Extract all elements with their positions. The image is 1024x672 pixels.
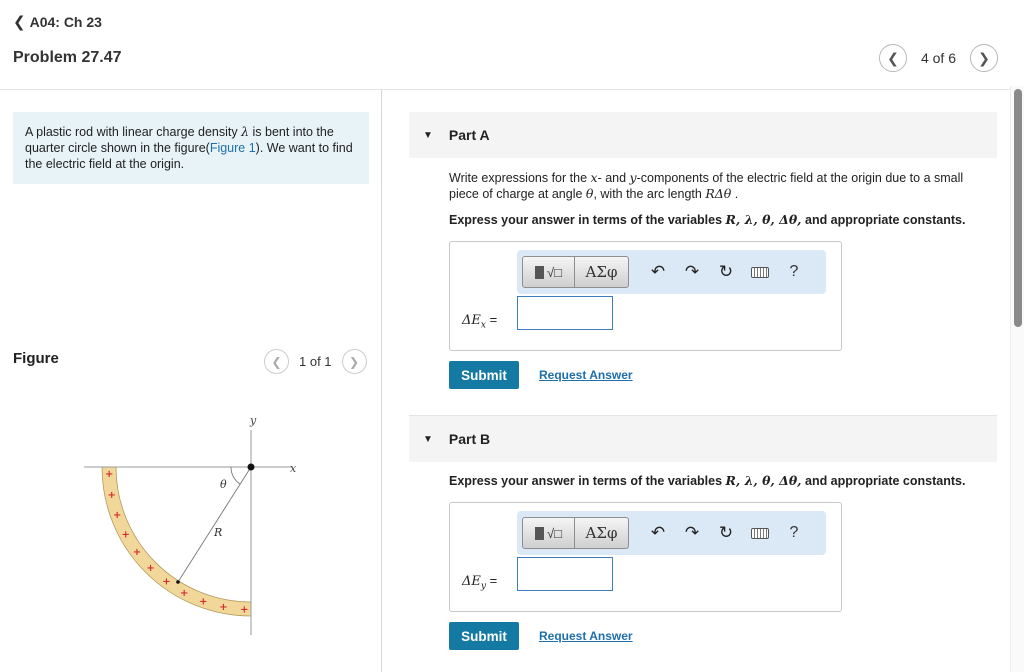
chevron-left-icon: ❮ bbox=[271, 354, 282, 369]
instr-vars: R, λ, θ, Δθ, bbox=[725, 212, 802, 227]
plus-sign: + bbox=[132, 547, 142, 558]
part-b-answer-box bbox=[449, 502, 842, 612]
plus-sign: + bbox=[113, 510, 122, 522]
math-toolbar bbox=[517, 511, 826, 555]
templates-button[interactable] bbox=[522, 256, 575, 288]
instr-text: and appropriate constants. bbox=[801, 213, 966, 227]
templates-button[interactable] bbox=[522, 517, 575, 549]
label-equals: = bbox=[485, 573, 498, 588]
q-text: . bbox=[731, 187, 739, 201]
x-axis-label: x bbox=[290, 462, 297, 475]
figure-diagram bbox=[70, 410, 310, 650]
symbols-button[interactable] bbox=[575, 517, 629, 549]
part-a-answer-box bbox=[449, 241, 842, 351]
part-a-title: Part A bbox=[448, 127, 490, 143]
theta-label: θ bbox=[220, 478, 227, 491]
part-b-title: Part B bbox=[448, 431, 491, 447]
problem-pager bbox=[879, 44, 998, 72]
chevron-left-icon: ❮ bbox=[13, 14, 26, 31]
part-a-answer-label bbox=[462, 312, 497, 331]
next-problem-button[interactable] bbox=[970, 44, 998, 72]
origin-point bbox=[248, 464, 255, 471]
plus-sign: + bbox=[146, 562, 155, 574]
part-b-header[interactable] bbox=[409, 416, 997, 462]
instr-text: and appropriate constants. bbox=[801, 474, 966, 488]
charge-element-point bbox=[176, 580, 180, 584]
intro-text-2: is bent into the quarter circle shown in the figure( bbox=[25, 125, 334, 155]
reset-icon[interactable]: ↻ bbox=[718, 523, 734, 542]
scrollbar-thumb[interactable] bbox=[1014, 89, 1022, 327]
next-figure-button[interactable] bbox=[342, 349, 367, 374]
part-a-answer-input[interactable] bbox=[517, 296, 613, 330]
problem-title: Problem 27.47 bbox=[13, 49, 122, 66]
plus-sign: + bbox=[180, 587, 189, 599]
collapse-triangle-icon: ▼ bbox=[423, 433, 433, 445]
symbols-label: ΑΣφ bbox=[585, 524, 618, 542]
intro-text-1: A plastic rod with linear charge density bbox=[25, 125, 242, 139]
math-toolbar bbox=[517, 250, 826, 294]
template-glyph: √□ bbox=[547, 264, 562, 280]
reset-icon[interactable]: ↻ bbox=[718, 262, 734, 281]
prev-problem-button[interactable] bbox=[879, 44, 907, 72]
keyboard-button[interactable] bbox=[743, 518, 777, 548]
help-button[interactable]: ? bbox=[789, 524, 799, 541]
chevron-left-icon: ❮ bbox=[887, 49, 899, 66]
part-a-question bbox=[449, 170, 994, 202]
prev-figure-button[interactable] bbox=[264, 349, 289, 374]
back-link[interactable] bbox=[13, 13, 102, 31]
plus-sign: + bbox=[199, 596, 208, 608]
label-subscript: x bbox=[480, 320, 486, 331]
keyboard-icon bbox=[751, 528, 769, 539]
right-panel bbox=[383, 90, 1013, 672]
collapse-triangle-icon: ▼ bbox=[423, 129, 433, 141]
help-button[interactable]: ? bbox=[789, 263, 799, 280]
part-b-submit-button[interactable]: Submit bbox=[449, 622, 519, 650]
figure-pager bbox=[264, 349, 367, 374]
plus-sign: + bbox=[162, 576, 171, 588]
intro-lambda: λ bbox=[241, 124, 250, 139]
intro-text-3: ). We want to find the electric field at the origin. bbox=[25, 141, 353, 171]
y-axis-label: y bbox=[250, 414, 257, 427]
instr-vars: R, λ, θ, Δθ, bbox=[725, 473, 802, 488]
q-var-y: y bbox=[629, 170, 637, 185]
plus-sign: + bbox=[107, 490, 116, 501]
instr-text: Express your answer in terms of the variables bbox=[449, 474, 726, 488]
label-delta-e: ΔE bbox=[462, 574, 481, 589]
plus-sign: + bbox=[219, 601, 228, 613]
q-text: , with the arc length bbox=[593, 187, 706, 201]
q-text: Write expressions for the bbox=[449, 171, 591, 185]
left-panel bbox=[0, 90, 382, 672]
part-b-answer-label bbox=[462, 573, 497, 592]
chevron-right-icon: ❯ bbox=[978, 49, 990, 66]
part-a-request-answer-link[interactable]: Request Answer bbox=[539, 368, 633, 382]
part-a-header[interactable] bbox=[409, 112, 997, 158]
keyboard-button[interactable] bbox=[743, 257, 777, 287]
template-square-icon bbox=[535, 527, 544, 540]
symbols-label: ΑΣφ bbox=[585, 263, 618, 281]
part-a-instruction bbox=[449, 212, 994, 228]
keyboard-icon bbox=[751, 267, 769, 278]
angle-arc bbox=[231, 467, 240, 484]
label-equals: = bbox=[485, 312, 498, 327]
q-text: - and bbox=[597, 171, 630, 185]
plus-sign: + bbox=[240, 604, 249, 616]
plus-sign: + bbox=[121, 529, 130, 541]
part-a-submit-button[interactable]: Submit bbox=[449, 361, 519, 389]
radius-label: R bbox=[214, 526, 223, 539]
part-b-answer-input[interactable] bbox=[517, 557, 613, 591]
part-b-instruction bbox=[449, 473, 994, 489]
figure-title: Figure bbox=[13, 350, 59, 367]
undo-arrow-icon[interactable]: ↶ bbox=[650, 262, 666, 281]
q-arc-length: RΔθ bbox=[705, 186, 732, 201]
redo-arrow-icon[interactable]: ↷ bbox=[684, 523, 700, 542]
intro-box bbox=[13, 112, 369, 184]
instr-text: Express your answer in terms of the variables bbox=[449, 213, 726, 227]
label-delta-e: ΔE bbox=[462, 313, 481, 328]
q-var-x: x bbox=[590, 170, 598, 185]
plus-sign: + bbox=[105, 469, 114, 481]
undo-arrow-icon[interactable]: ↶ bbox=[650, 523, 666, 542]
q-text: -components of the electric field at the origin due to a small piece of charge at angle bbox=[449, 171, 964, 201]
template-square-icon bbox=[535, 266, 544, 279]
radius-line bbox=[178, 467, 251, 582]
part-b-request-answer-link[interactable]: Request Answer bbox=[539, 629, 633, 643]
figure-count: 1 of 1 bbox=[299, 354, 332, 369]
symbols-button[interactable] bbox=[575, 256, 629, 288]
q-var-theta: θ bbox=[585, 186, 594, 201]
figure-link[interactable]: Figure 1 bbox=[209, 141, 256, 155]
page-scrollbar[interactable] bbox=[1010, 86, 1024, 672]
back-link-label: A04: Ch 23 bbox=[29, 14, 102, 30]
problem-count: 4 of 6 bbox=[920, 50, 956, 66]
redo-arrow-icon[interactable]: ↷ bbox=[684, 262, 700, 281]
charged-rod bbox=[102, 467, 251, 616]
chevron-right-icon: ❯ bbox=[349, 354, 360, 369]
template-glyph: √□ bbox=[547, 525, 562, 541]
label-subscript: y bbox=[480, 581, 486, 592]
